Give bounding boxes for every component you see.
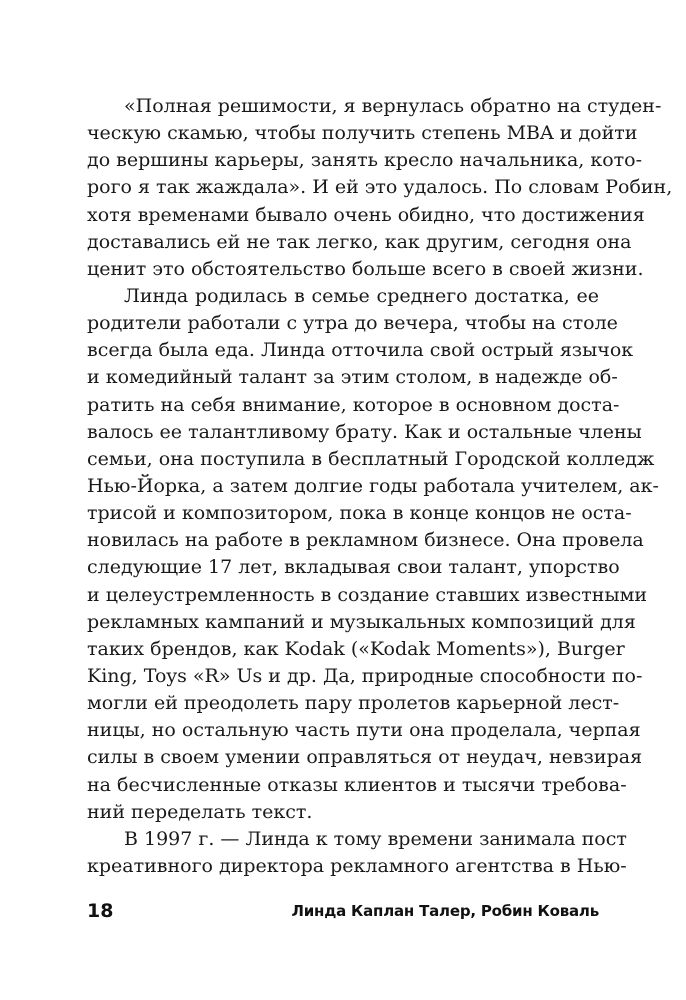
text-line: и комедийный талант за этим столом, в надежде об- — [87, 366, 618, 389]
text-line: ратить на себя внимание, которое в основном доста- — [87, 393, 620, 416]
text-line: Линда родилась в семье среднего достатка, ее — [124, 284, 599, 307]
text-line: родители работали с утра до вечера, чтобы на столе — [87, 312, 618, 335]
text-line: на бесчисленные отказы клиентов и тысячи требова- — [87, 773, 627, 796]
text-line: креативного директора рекламного агентства в Нью- — [87, 854, 627, 877]
text-line: до вершины карьеры, занять кресло начальника, кото- — [87, 149, 643, 172]
text-line: трисой и композитором, пока в конце концов не оста- — [87, 502, 632, 525]
page-footer — [87, 898, 599, 924]
text-line: рого я так жаждала». И ей это удалось. По словам Робин, — [87, 176, 673, 199]
text-line: семьи, она поступила в бесплатный Городской колледж — [87, 447, 655, 470]
text-line: Нью-Йорка, а затем долгие годы работала учителем, ак- — [87, 474, 659, 497]
text-line: «Полная решимости, я вернулась обратно на студен- — [124, 95, 662, 117]
text-line: доставались ей не так легко, как другим, сегодня она — [87, 230, 632, 253]
text-line: валось ее талантливому брату. Как и остальные члены — [87, 420, 642, 443]
text-line: хотя временами бывало очень обидно, что достижения — [87, 203, 645, 226]
text-line: и целеустремленность в создание ставших известными — [87, 583, 648, 606]
text-line: King, Toys «R» Us и др. Да, природные способности по- — [87, 664, 643, 687]
text-line: всегда была еда. Линда отточила свой острый язычок — [87, 339, 634, 362]
text-line: силы в своем умении оправляться от неудач, невзирая — [87, 746, 643, 769]
text-line: таких брендов, как Kodak («Kodak Moments»), Burger — [87, 637, 625, 660]
text-line: новилась на работе в рекламном бизнесе. Она провела — [87, 529, 644, 552]
text-line: могли ей преодолеть пару пролетов карьерной лест- — [87, 692, 620, 715]
text-line: ценит это обстоятельство больше всего в своей жизни. — [87, 257, 644, 280]
text-line: рекламных кампаний и музыкальных композиций для — [87, 610, 636, 633]
text-line: ний переделать текст. — [87, 800, 313, 823]
text-line: В 1997 г. — Линда к тому времени занимала пост — [124, 827, 627, 850]
text-line: ницы, но остальную часть пути она проделала, черпая — [87, 719, 641, 742]
page-number: 18 — [87, 900, 114, 922]
running-head: Линда Каплан Талер, Робин Коваль — [291, 902, 599, 920]
body-text — [87, 93, 673, 880]
text-line: ческую скамью, чтобы получить степень MBA и дойти — [87, 122, 638, 145]
text-line: следующие 17 лет, вкладывая свои талант, упорство — [87, 556, 620, 579]
